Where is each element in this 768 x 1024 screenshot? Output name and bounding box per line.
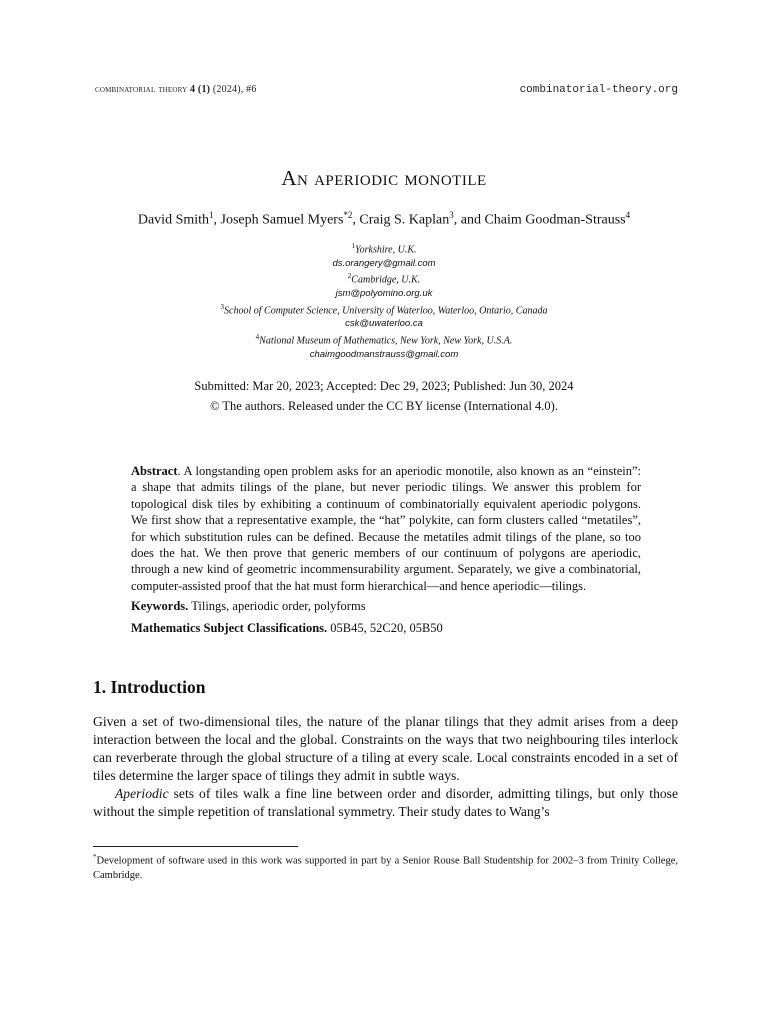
section-heading: 1. Introduction — [93, 677, 206, 697]
author-separator: , — [352, 212, 360, 228]
abstract-block — [131, 463, 641, 636]
author-affiliation-mark: *2 — [343, 210, 353, 220]
publication-dates: Submitted: Mar 20, 2023; Accepted: Dec 29, 2023; Published: Jun 30, 2024 — [194, 379, 574, 393]
journal-year-issue: (2024), #6 — [212, 84, 257, 95]
affiliation-email[interactable]: jsm@polyomino.org.uk — [335, 288, 433, 300]
keywords-line — [131, 598, 641, 614]
author-affiliation-mark: 1 — [209, 210, 214, 220]
author-list — [0, 210, 768, 229]
author-separator: , and — [453, 212, 485, 228]
affiliation-place: $^2$Cambridge, U.K. — [347, 272, 421, 286]
abstract-label: Abstract — [131, 464, 178, 478]
affiliation-place: $^4$National Museum of Mathematics, New York, New York, U.S.A. — [255, 332, 513, 347]
author-name: Chaim Goodman-Strauss — [484, 212, 626, 228]
affiliation-mark: 4 — [255, 332, 260, 341]
affiliation-mark: 3 — [220, 302, 225, 311]
journal-url[interactable]: combinatorial-theory.org — [519, 84, 678, 96]
keywords-label: Keywords. — [131, 599, 189, 614]
affiliation-email[interactable]: csk@uwaterloo.ca — [345, 318, 423, 330]
paper-title: An aperiodic monotile — [281, 166, 487, 190]
emphasis-aperiodic: Aperiodic — [115, 786, 169, 801]
affiliation-place: $^3$School of Computer Science, University of Waterloo, Waterloo, Ontario, Canada — [220, 302, 548, 316]
author-separator: , — [213, 212, 221, 228]
introduction-body — [93, 713, 678, 821]
msc-label: Mathematics Subject Classifications. — [131, 620, 328, 635]
author-name: Joseph Samuel Myers — [220, 212, 344, 228]
affiliation-mark: 1 — [351, 242, 355, 250]
affiliation-email[interactable]: chaimgoodmanstrauss@gmail.com — [309, 348, 459, 360]
publication-info — [0, 376, 768, 416]
body-paragraph-2-text: sets of tiles walk a fine line between order and disorder, admitting tilings, but only those without the simple repetition of translational symmetry. Their study dates to Wang’s — [93, 786, 678, 819]
license-line: © The authors. Released under the CC BY license (International 4.0). — [210, 399, 558, 413]
author-affiliation-mark: 3 — [449, 210, 454, 220]
author-name: David Smith — [137, 212, 210, 228]
footnote-divider — [93, 846, 298, 847]
body-paragraph-1: Given a set of two-dimensional tiles, the nature of the planar tilings that they admit arises from a deep interaction between the local and the global. Constraints on the ways that two neighbouring tiles interlock can reverberate through the global structure of a tiling at every scale. Local constraints encoded in a set of tiles determine the larger space of tilings they admit in subtle ways. — [93, 714, 678, 783]
footnote-text: Development of software used in this work was supported in part by a Senior Rouse Ball Studentship for 2002–3 from Trinity College, Cambridge. — [93, 855, 678, 881]
author-name: Craig S. Kaplan — [359, 212, 450, 228]
abstract-text: . A longstanding open problem asks for an aperiodic monotile, also known as an “einstein”: a shape that admits tilings of the plane, but never periodic tilings. We answer this problem for topological disk tiles by exhibiting a continuum of combinatorially equivalent aperiodic polygons. We first show that a representative example, the “hat” polykite, can form clusters called “metatiles”, for which substitution rules can be defined. Because the metatiles admit tilings of the plane, so too does the hat. We then prove that generic members of our continuum of polygons are aperiodic, through a new kind of geometric incommensurability argument. Separately, we give a combinatorial, computer-assisted proof that the hat must form hierarchical—and hence aperiodic—tilings. — [131, 464, 641, 593]
journal-reference — [95, 84, 257, 95]
msc-text: 05B45, 52C20, 05B50 — [327, 620, 443, 635]
affiliation-email[interactable]: ds.orangery@gmail.com — [332, 257, 436, 269]
abstract-paragraph — [131, 463, 641, 594]
footnote — [93, 850, 678, 884]
journal-name: combinatorial theory — [95, 84, 188, 95]
running-head — [95, 84, 678, 100]
author-affiliation-mark: 4 — [625, 210, 631, 220]
keywords-text: Tilings, aperiodic order, polyforms — [188, 599, 366, 614]
footnote-mark: * — [93, 853, 97, 861]
body-paragraph-2 — [93, 785, 678, 821]
msc-line — [131, 620, 641, 636]
affiliation-place: $^1$Yorkshire, U.K. — [351, 242, 417, 256]
affiliation-mark: 2 — [347, 272, 352, 281]
affiliations — [0, 240, 768, 361]
journal-volume: 4 (1) — [190, 84, 211, 95]
